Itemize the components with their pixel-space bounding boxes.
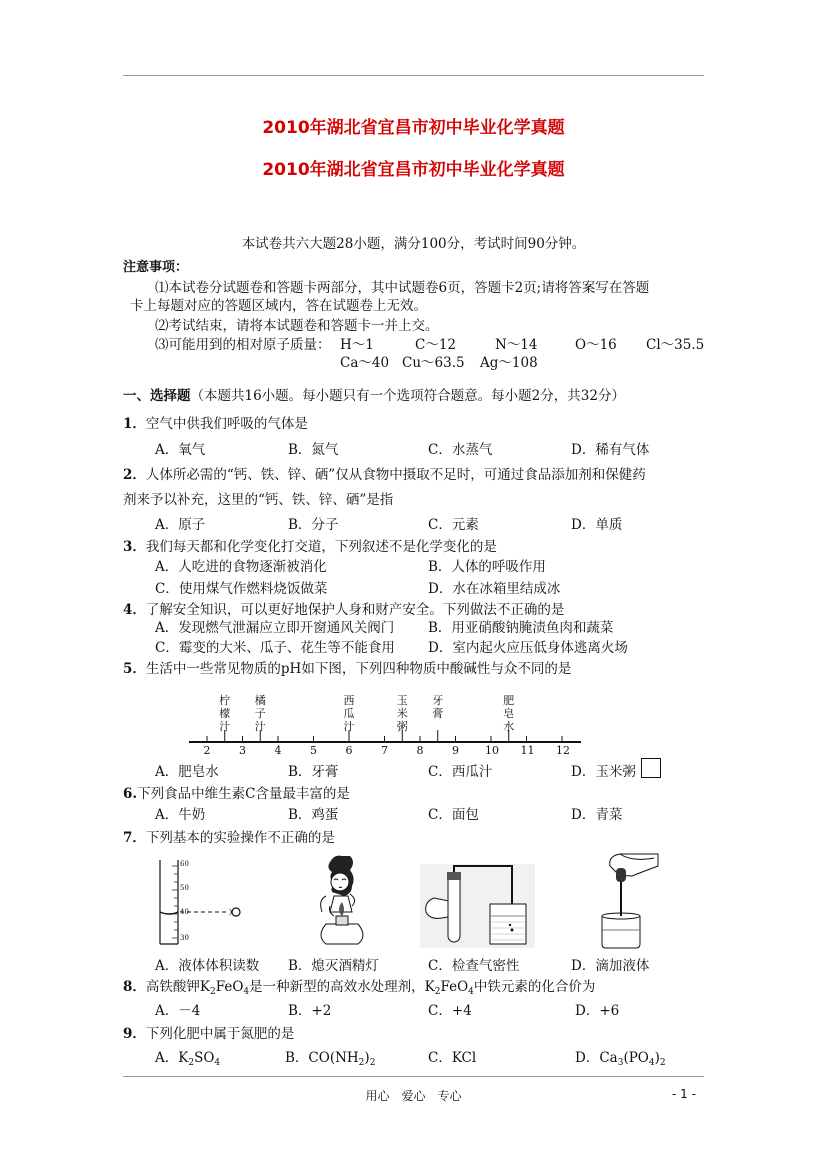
q9-b-post: ) (364, 1050, 370, 1066)
q9-d-sub1: 3 (617, 1058, 624, 1068)
ph-tick-label-12: 12 (556, 744, 570, 757)
q9-option-d[interactable] (575, 1046, 666, 1068)
q8-sub-4a: 4 (243, 987, 250, 997)
mass-cu: Cu～63.5 (402, 355, 465, 371)
q9-d-sub2: 4 (648, 1058, 655, 1068)
airtight-svg (420, 864, 535, 948)
q9-d-sub3: 2 (659, 1058, 666, 1068)
question-9-text: 下列化肥中属于氮肥的是 (145, 1026, 295, 1042)
ph-tick-label-11: 11 (520, 744, 535, 757)
question-7-number: 7． (123, 830, 146, 846)
q9-option-a[interactable] (155, 1046, 220, 1068)
q8-sub-2a: 2 (210, 987, 216, 997)
q7-option-d[interactable]: D．滴加液体 (571, 958, 650, 974)
question-5-number: 5． (123, 661, 146, 677)
question-6 (123, 782, 350, 802)
ph-tick-label-9: 9 (452, 744, 459, 757)
note-1-line-2: 卡上每题对应的答题区域内，答在试题卷上无效。 (130, 298, 427, 314)
q5-option-c[interactable]: C．西瓜汁 (428, 764, 493, 780)
question-7 (123, 826, 335, 846)
mass-n: N～14 (495, 337, 538, 353)
q4-option-a[interactable]: A．发现燃气泄漏应立即开窗通风关阀门 (155, 620, 395, 636)
q9-d-mid: (PO (623, 1050, 649, 1066)
ph-label-0: 柠檬汁 (219, 694, 231, 733)
ph-tick-label-5: 5 (310, 744, 317, 757)
mass-c: C～12 (415, 337, 457, 353)
q3-option-a[interactable]: A．人吃进的食物逐渐被消化 (155, 559, 327, 575)
q9-a-mid: SO (194, 1050, 215, 1066)
question-1 (123, 412, 308, 432)
q9-b-sub1: 2 (358, 1058, 365, 1068)
question-2-line-2: 剂来予以补充，这里的“钙、铁、锌、硒”是指 (123, 492, 394, 508)
ph-label-1: 橘子汁 (254, 694, 266, 733)
question-3-number: 3． (123, 539, 146, 555)
question-8-number: 8． (123, 979, 146, 995)
question-2-number: 2． (123, 467, 146, 483)
q8-sub-4b: 4 (468, 987, 474, 997)
question-1-number: 1． (123, 416, 146, 432)
cylinder-tick-30: 30 (180, 934, 189, 942)
question-4-text: 了解安全知识，可以更好地保护人身和财产安全。下列做法不正确的是 (145, 602, 565, 618)
question-3 (123, 535, 497, 555)
q4-option-b[interactable]: B．用亚硝酸钠腌渍鱼肉和蔬菜 (428, 620, 614, 636)
figure-dropping-liquid (592, 850, 664, 950)
question-5-text: 生活中一些常见物质的pH如下图，下列四种物质中酸碱性与众不同的是 (145, 661, 572, 677)
ph-tick-label-2: 2 (203, 744, 211, 757)
ph-scale-figure (185, 690, 585, 760)
q8-text-pre: 高铁酸钾K (145, 979, 210, 995)
figure-cylinder-reading (150, 858, 250, 948)
lamp-svg (312, 852, 382, 948)
q3-option-c[interactable]: C．使用煤气作燃料烧饭做菜 (155, 581, 328, 597)
question-4-number: 4． (123, 602, 146, 618)
cylinder-tick-60: 60 (180, 860, 189, 868)
q2-option-d[interactable]: D．单质 (571, 517, 623, 533)
q9-b-sub2: 2 (369, 1058, 376, 1068)
cylinder-svg (150, 858, 250, 948)
note-2: ⑵考试结束，请将本试题卷和答题卡一并上交。 (155, 318, 439, 334)
figure-extinguish-lamp (312, 852, 382, 948)
section-1-heading-rest: （本题共16小题。每小题只有一个选项符合题意。每小题2分，共32分） (190, 388, 625, 404)
q2-option-a[interactable]: A．原子 (155, 517, 206, 533)
q8-text-post: 是一种新型的高效水处理剂，K (249, 979, 435, 995)
question-2 (123, 463, 646, 483)
q1-option-d[interactable]: D．稀有气体 (571, 442, 650, 458)
figure-airtightness-check (420, 864, 535, 948)
question-6-text: 下列食品中维生素C含量最丰富的是 (137, 786, 350, 802)
q8-text-mid: FeO (215, 979, 244, 995)
question-3-text: 我们每天都和化学变化打交道，下列叙述不是化学变化的是 (145, 539, 497, 555)
ph-tick-label-3: 3 (239, 744, 246, 757)
question-9-number: 9． (123, 1026, 146, 1042)
mass-ca: Ca～40 (340, 355, 390, 371)
q5-option-b[interactable]: B．牙膏 (288, 764, 339, 780)
q7-option-c[interactable]: C．检查气密性 (428, 958, 520, 974)
ph-label-4: 牙膏 (432, 694, 444, 720)
q9-option-b[interactable] (285, 1046, 375, 1068)
q4-option-d[interactable]: D．室内起火应压低身体逃离火场 (428, 640, 628, 656)
dropper-svg (592, 850, 664, 950)
page-number: - 1 - (672, 1087, 696, 1101)
ph-label-2: 西瓜汁 (343, 694, 355, 733)
mass-o: O～16 (575, 337, 617, 353)
q9-a-sub1: 2 (188, 1058, 195, 1068)
q9-b-pre: B．CO(NH (285, 1050, 359, 1066)
footer-rule (123, 1076, 704, 1077)
ph-label-3: 玉米粥 (396, 694, 408, 733)
footer-motto: 用心 爱心 专心 (365, 1089, 462, 1103)
q8-option-c[interactable]: C．+4 (428, 1003, 472, 1019)
q8-option-b[interactable]: B．+2 (288, 1003, 332, 1019)
q9-d-post: ) (654, 1050, 660, 1066)
q7-option-a[interactable]: A．液体体积读数 (155, 958, 260, 974)
exam-summary: 本试卷共六大题28小题，满分100分，考试时间90分钟。 (241, 236, 586, 252)
answer-box (641, 758, 661, 778)
q9-a-sub2: 4 (214, 1058, 221, 1068)
q4-option-c[interactable]: C．霉变的大米、瓜子、花生等不能食用 (155, 640, 395, 656)
q8-text-end: 中铁元素的化合价为 (473, 979, 596, 995)
question-9 (123, 1022, 294, 1042)
q9-option-c[interactable]: C．KCl (428, 1050, 477, 1066)
question-1-text: 空气中供我们呼吸的气体是 (145, 416, 308, 432)
q2-option-c[interactable]: C．元素 (428, 517, 479, 533)
mass-ag: Ag～108 (480, 355, 538, 371)
q3-option-b[interactable]: B．人体的呼吸作用 (428, 559, 546, 575)
q8-option-a[interactable]: A．－4 (155, 1003, 201, 1019)
note-3-prefix: ⑶可能用到的相对原子质量： (155, 337, 331, 353)
question-4 (123, 598, 564, 618)
notes-heading: 注意事项： (123, 260, 189, 275)
mass-h: H～1 (340, 337, 374, 353)
q2-option-b[interactable]: B．分子 (288, 517, 339, 533)
q1-option-b[interactable]: B．氮气 (288, 442, 339, 458)
q3-option-d[interactable]: D．水在冰箱里结成冰 (428, 581, 561, 597)
eye-icon (232, 908, 240, 916)
q8-option-d[interactable]: D．+6 (575, 1003, 620, 1019)
q8-text-mid2: FeO (440, 979, 469, 995)
q6-option-b[interactable]: B．鸡蛋 (288, 807, 339, 823)
q6-option-d[interactable]: D．青菜 (571, 807, 623, 823)
question-8 (123, 975, 595, 997)
cylinder-tick-50: 50 (180, 884, 189, 892)
mass-cl: Cl～35.5 (646, 337, 705, 353)
q6-option-a[interactable]: A．牛奶 (155, 807, 206, 823)
q9-d-pre: D．Ca (575, 1050, 618, 1066)
ph-tick-label-4: 4 (274, 744, 282, 757)
note-1-line-1: ⑴本试卷分试题卷和答题卡两部分，其中试题卷6页，答题卡2页;请将答案写在答题 (155, 280, 650, 296)
page-title: 2010年湖北省宜昌市初中毕业化学真题 (262, 118, 565, 138)
section-1-heading-bold: 一、选择题 (123, 388, 191, 404)
header-rule (123, 75, 704, 76)
q1-option-c[interactable]: C．水蒸气 (428, 442, 493, 458)
q1-option-a[interactable]: A．氧气 (155, 442, 206, 458)
q9-a-pre: A．K (155, 1050, 189, 1066)
ph-tick-label-7: 7 (381, 744, 388, 757)
q6-option-c[interactable]: C．面包 (428, 807, 479, 823)
question-5 (123, 657, 571, 677)
ph-tick-label-10: 10 (485, 744, 499, 757)
page-subtitle: 2010年湖北省宜昌市初中毕业化学真题 (262, 160, 565, 180)
question-7-text: 下列基本的实验操作不正确的是 (145, 830, 335, 846)
q8-sub-2b: 2 (434, 987, 441, 997)
question-6-number: 6. (123, 786, 138, 802)
q5-option-d[interactable]: D．玉米粥 (571, 764, 636, 780)
section-1-heading (123, 384, 625, 404)
q5-option-a[interactable]: A．肥皂水 (155, 764, 219, 780)
question-2-line-1: 人体所必需的“钙、铁、锌、硒”仅从食物中摄取不足时，可通过食品添加剂和保健药 (145, 467, 646, 483)
ph-tick-label-6: 6 (345, 744, 353, 757)
ph-label-5: 肥皂水 (503, 694, 515, 733)
q7-option-b[interactable]: B．熄灭酒精灯 (288, 958, 379, 974)
ph-tick-label-8: 8 (416, 744, 424, 757)
cylinder-tick-40: 40 (180, 908, 189, 916)
